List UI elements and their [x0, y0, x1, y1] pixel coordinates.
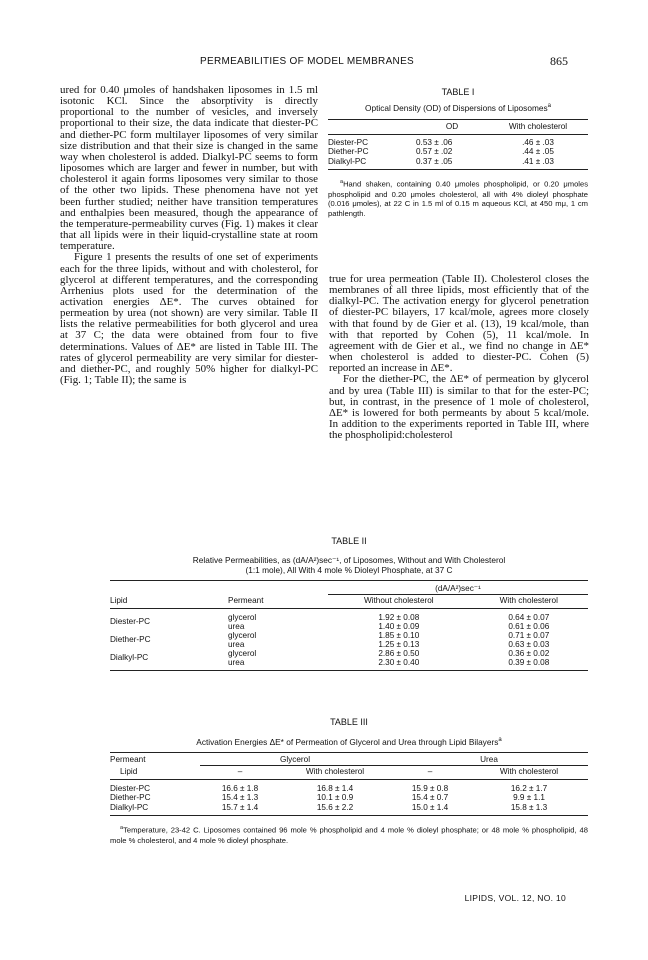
table-2 — [110, 536, 588, 671]
table-footnote: $^a$Temperature, 23-42 C. Liposomes contained 96 mole % phospholipid and 4 mole % dioleyl phosphate; or 48 mole % phospholipid, 48 mole % cholesterol, and 4 mole % dioleyl phosphate. — [110, 825, 588, 845]
table-row: Diester-PC 0.53 ± .06 .46 ± .03 — [328, 137, 554, 147]
table-1 — [328, 87, 588, 218]
column-header: Permeant — [228, 596, 264, 606]
column-header: With cholesterol — [499, 767, 559, 777]
table-caption: TABLE II — [331, 536, 367, 546]
table-caption: TABLE I — [441, 87, 475, 97]
table-title: Relative Permeabilities, as (dA/A²)sec⁻¹, of Liposomes, Without and With Cholesterol — [192, 555, 506, 565]
column-header: With cholesterol — [499, 596, 558, 606]
table-row: Dialkyl-PC 0.37 ± .05 .41 ± .03 — [328, 157, 588, 170]
table-row: Diether-PC 15.4 ± 1.3 10.1 ± 0.9 15.4 ± 0.7 9.9 ± 1.1 — [110, 793, 545, 803]
table-row: Diester-PC glycerol urea 1.92 ± 0.08 1.40 ± 0.09 0.64 ± 0.07 0.61 ± 0.06 — [110, 612, 550, 631]
column-header: Lipid — [120, 767, 138, 777]
body-paragraph: true for urea permeation (Table II). Cholesterol closes the membranes of all three lipids, most efficiently that of the dialkyl-PC. The activation energy for glycerol penetration of diester-PC bilayers, 17 kcal/mole, agrees more closely with that found by de Gier et al. (13), 19 kcal/mole, than with that reported by Cohen (5), 11 kcal/mole. In agreement with de Gier et al., we find no change in ΔE* when cholesterol is added to diester-PC. Cohen (5) reported an increase in ΔE*. — [329, 273, 589, 375]
left-column — [60, 85, 318, 386]
column-header: Lipid — [110, 596, 128, 606]
body-paragraph: ured for 0.40 μmoles of handshaken liposomes in 1.5 ml isotonic KCl. Since the absorptivity is directly proportional to the number of vesicles, and inversely proportional to their size, the data indicate that diester-PC and diether-PC form multilayer liposomes of very similar size distribution and that their size is changed in the same way when cholesterol is added. Dialkyl-PC seems to form liposomes which are larger and fewer in number, but with cholesterol it again forms liposomes very similar to those of the other two lipids. These phenomena have not yet been further studied; neither have transition temperatures and enthalpies been measured, though the appearance of the temperature-permeability curves (Fig. 1) makes it clear that all lipids were in their liquid-crystalline state at room temperature. — [60, 84, 318, 253]
journal-footer: LIPIDS, VOL. 12, NO. 10 — [464, 893, 566, 903]
body-paragraph: For the diether-PC, the ΔE* of permeation by glycerol and by urea (Table III) is similar to that for the ester-PC; but, in contrast, in the presence of 1 mole of cholesterol, ΔE* is lowered for both permeants by about 5 kcal/mole. In addition to the experiments reported in Table III, where the phospholipid:cholesterol — [329, 373, 589, 442]
column-header: Glycerol — [200, 753, 390, 766]
column-header: – — [427, 767, 433, 777]
table-title: (1:1 mole), All With 4 mole % Dioleyl Phosphate, at 37 C — [245, 565, 453, 575]
table-title: Activation Energies ΔE* of Permeation of Glycerol and Urea through Lipid Bilayers$^a$ — [196, 737, 502, 747]
table-3 — [110, 717, 588, 845]
table-row: Diester-PC 16.6 ± 1.8 16.8 ± 1.4 15.9 ± 0.8 16.2 ± 1.7 — [110, 783, 548, 793]
table-row: Diether-PC 0.57 ± .02 .44 ± .05 — [328, 147, 554, 157]
column-header: OD — [445, 122, 459, 131]
table-2-grid — [110, 580, 588, 671]
table-row: Dialkyl-PC 15.7 ± 1.4 15.6 ± 2.2 15.0 ± 1.4 15.8 ± 1.3 — [110, 803, 588, 816]
column-header: – — [237, 767, 243, 777]
table-1-grid — [328, 119, 588, 170]
body-paragraph: Figure 1 presents the results of one set of experiments each for the three lipids, without and with cholesterol, for glycerol at different temperatures, and the corresponding Arrhenius plots used for the determination of the activation energies ΔE*. The curves obtained for permeation by urea (not shown) are very similar. Table II lists the relative permeabilities for both glycerol and urea at 37 C; the data were obtained from four to five determinations. Values of ΔE* are listed in Table III. The rates of glycerol permeability are very similar for diester- and diether-PC, and roughly 50% higher for dialkyl-PC (Fig. 1; Table II); the same is — [60, 251, 318, 387]
page-header — [0, 56, 648, 72]
column-header: Permeant — [110, 755, 146, 765]
table-footnote: $^a$Hand shaken, containing 0.40 μmoles phospholipid, or 0.20 μmoles phospholipid and 0.20 μmoles cholesterol, all with 4% dioleyl phosphate (0.016 μmoles), at 22 C in 1.5 ml of 0.15 m aqueous KCl, at 450 mμ, 1 cm pathlength. — [328, 179, 588, 218]
table-row: Dialkyl-PC glycerol urea 2.86 ± 0.50 2.30 ± 0.40 0.36 ± 0.02 0.39 ± 0.08 — [110, 649, 588, 671]
table-row: Diether-PC glycerol urea 1.85 ± 0.10 1.25 ± 0.13 0.71 ± 0.07 0.63 ± 0.03 — [110, 630, 550, 649]
table-caption: TABLE III — [330, 717, 368, 727]
column-header: Urea — [390, 753, 588, 766]
column-header: Without cholesterol — [363, 596, 434, 606]
running-title: PERMEABILITIES OF MODEL MEMBRANES — [200, 56, 415, 67]
column-header: With cholesterol — [508, 122, 568, 131]
table-title: Optical Density (OD) of Dispersions of Liposomes$^a$ — [365, 103, 551, 113]
right-column — [329, 274, 589, 441]
table-3-grid — [110, 752, 588, 816]
page-number: 865 — [550, 54, 568, 68]
column-header: (dA/A²)sec⁻¹ — [328, 581, 588, 595]
column-header: With cholesterol — [305, 767, 365, 777]
